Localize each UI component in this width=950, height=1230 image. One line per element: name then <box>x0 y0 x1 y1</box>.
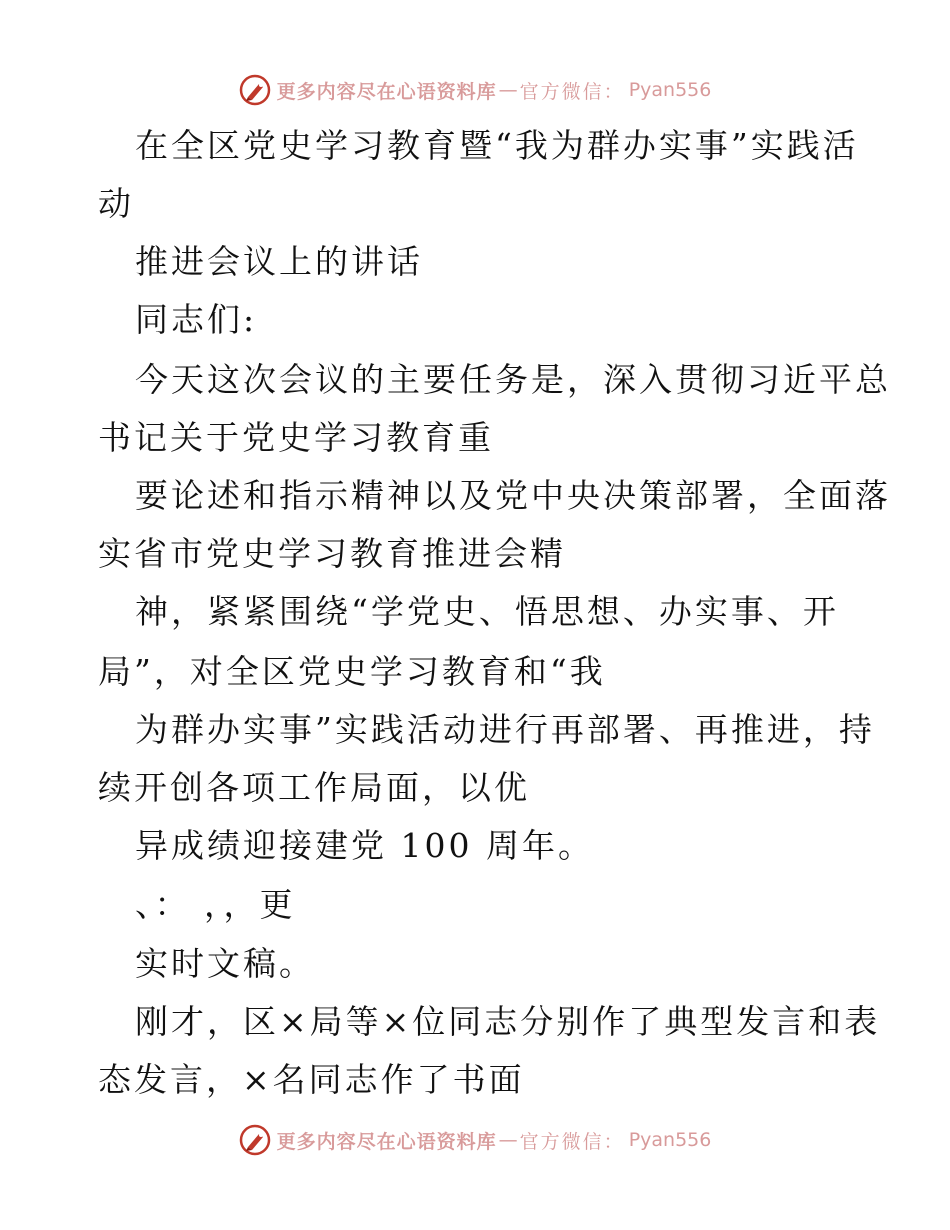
text-line: 异成绩迎接建党 100 周年。 <box>135 826 594 865</box>
watermark-footer <box>0 1120 950 1160</box>
text-line: 在全区党史学习教育暨“我为群办实事”实践活 <box>135 126 859 165</box>
text-line: 要论述和指示精神以及党中央决策部署，全面落 <box>135 476 891 515</box>
text-line: 同志们: <box>135 300 258 339</box>
text-line: 、： ，，更 <box>135 885 296 924</box>
text-line: 实省市党史学习教育推进会精 <box>98 534 566 573</box>
text-line: 今天这次会议的主要任务是，深入贯彻习近平总 <box>135 360 891 399</box>
text-line: 推进会议上的讲话 <box>135 242 423 281</box>
watermark-text: 更多内容尽在心语资料库 <box>276 80 497 103</box>
text-line: 局”，对全区党史学习教育和“我 <box>98 652 606 691</box>
watermark-header <box>0 70 950 110</box>
text-line: 神，紧紧围绕“学党史、悟思想、办实事、开 <box>135 592 839 631</box>
text-line: 为群办实事”实践活动进行再部署、再推进，持 <box>135 710 875 749</box>
text-line: 续开创各项工作局面，以优 <box>98 768 530 807</box>
watermark-text: 更多内容尽在心语资料库 <box>276 1130 497 1153</box>
watermark-dash: — <box>498 1129 518 1151</box>
watermark-id: Pyan556 <box>628 79 712 101</box>
watermark-id: Pyan556 <box>628 1129 712 1151</box>
text-line: 书记关于党史学习教育重 <box>98 418 494 457</box>
text-line: 动 <box>98 184 134 223</box>
pen-logo-icon <box>239 1124 271 1156</box>
pen-logo-icon <box>239 74 271 106</box>
text-line: 实时文稿。 <box>135 944 315 983</box>
watermark-label: 官方微信： <box>519 1130 625 1153</box>
watermark-label: 官方微信： <box>519 80 625 103</box>
watermark-dash: — <box>498 79 518 101</box>
text-line: 态发言，×名同志作了书面 <box>98 1060 525 1099</box>
text-line: 刚才，区×局等×位同志分别作了典型发言和表 <box>135 1002 881 1041</box>
